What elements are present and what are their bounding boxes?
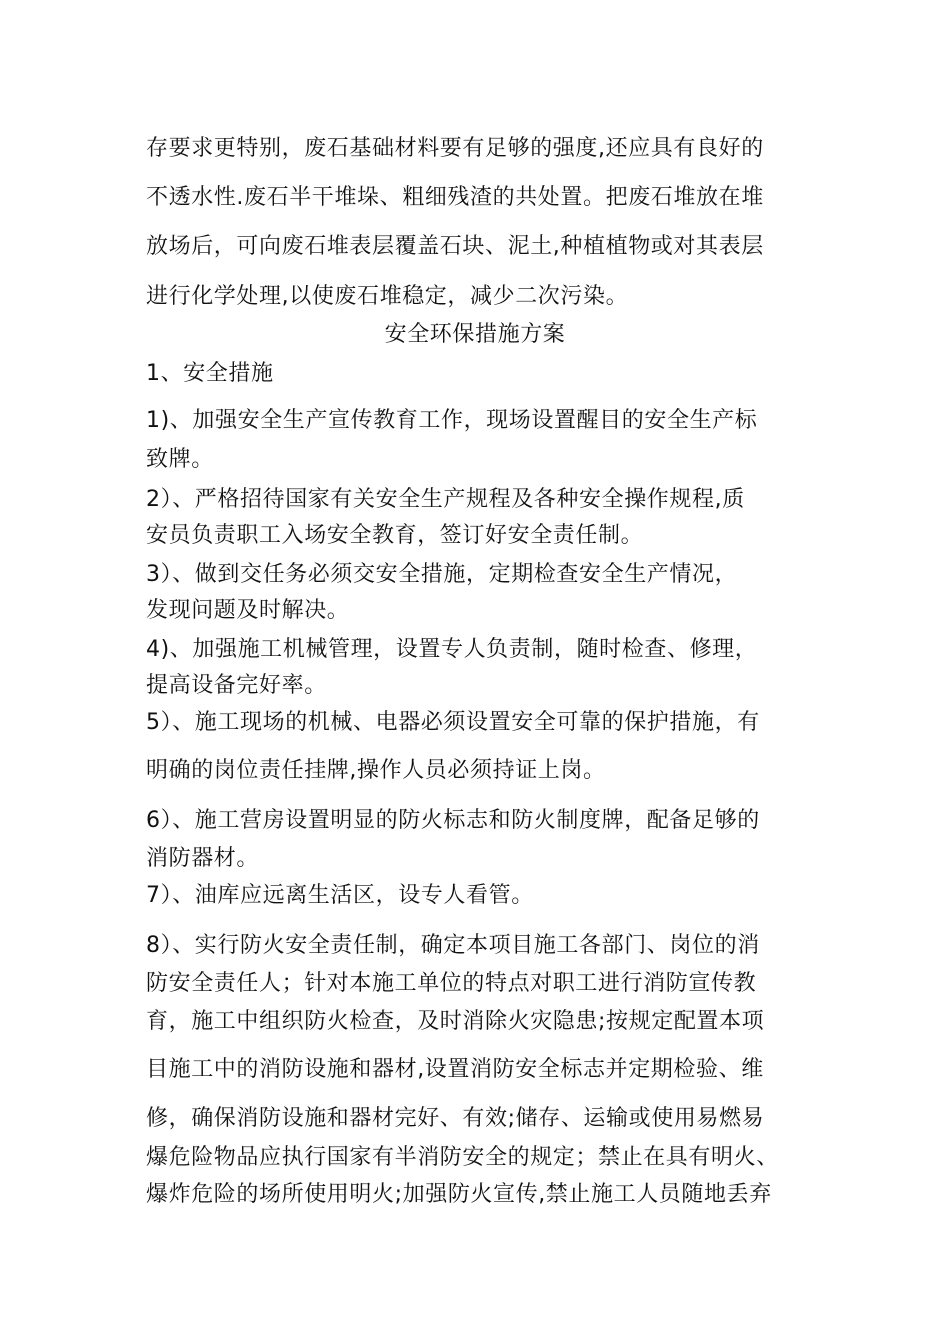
paragraph-line: 放场后，可向废石堆表层覆盖石块、泥土,种植植物或对其表层 <box>146 234 764 259</box>
section-title: 安全环保措施方案 <box>384 322 566 347</box>
paragraph-line: 2）、严格招待国家有关安全生产规程及各种安全操作规程,质 <box>146 487 745 512</box>
paragraph-line: 3）、做到交任务必须交安全措施，定期检查安全生产情况， <box>146 562 738 587</box>
paragraph-line: 进行化学处理,以使废石堆稳定，减少二次污染。 <box>146 284 629 309</box>
paragraph-line: 不透水性.废石半干堆垛、粗细残渣的共处置。把废石堆放在堆 <box>146 185 764 210</box>
paragraph-line: 明确的岗位责任挂牌,操作人员必须持证上岗。 <box>146 758 606 783</box>
paragraph-line: 爆危险物品应执行国家有半消防安全的规定；禁止在具有明火、 <box>146 1145 779 1170</box>
paragraph-line: 育，施工中组织防火检查，及时消除火灾隐患;按规定配置本项 <box>146 1009 765 1034</box>
paragraph-line: 爆炸危险的场所使用明火;加强防火宣传,禁止施工人员随地丢弃 <box>146 1182 772 1207</box>
paragraph-line: 4)、加强施工机械管理，设置专人负责制，随时检查、修理， <box>146 637 758 662</box>
paragraph-line: 消防器材。 <box>146 846 260 871</box>
paragraph-line: 7）、油库应远离生活区，设专人看管。 <box>146 883 534 908</box>
paragraph-line: 提高设备完好率。 <box>146 673 327 698</box>
paragraph-line: 安员负责职工入场安全教育，签订好安全责任制。 <box>146 523 644 548</box>
paragraph-line: 存要求更特别，废石基础材料要有足够的强度,还应具有良好的 <box>146 136 764 161</box>
paragraph-line: 目施工中的消防设施和器材,设置消防安全标志并定期检验、维 <box>146 1057 764 1082</box>
paragraph-line: 修，确保消防设施和器材完好、有效;储存、运输或使用易燃易 <box>146 1106 765 1131</box>
paragraph-line: 1)、加强安全生产宣传教育工作，现场设置醒目的安全生产标 <box>146 408 758 433</box>
paragraph-line: 致牌。 <box>146 447 214 472</box>
paragraph-line: 防安全责任人；针对本施工单位的特点对职工进行消防宣传教 <box>146 971 757 996</box>
paragraph-line: 5）、施工现场的机械、电器必须设置安全可靠的保护措施，有 <box>146 710 760 735</box>
paragraph-line: 8）、实行防火安全责任制，确定本项目施工各部门、岗位的消 <box>146 933 760 958</box>
section-heading: 1、安全措施 <box>146 361 274 386</box>
paragraph-line: 6）、施工营房设置明显的防火标志和防火制度牌，配备足够的 <box>146 808 760 833</box>
paragraph-line: 发现问题及时解决。 <box>146 598 350 623</box>
